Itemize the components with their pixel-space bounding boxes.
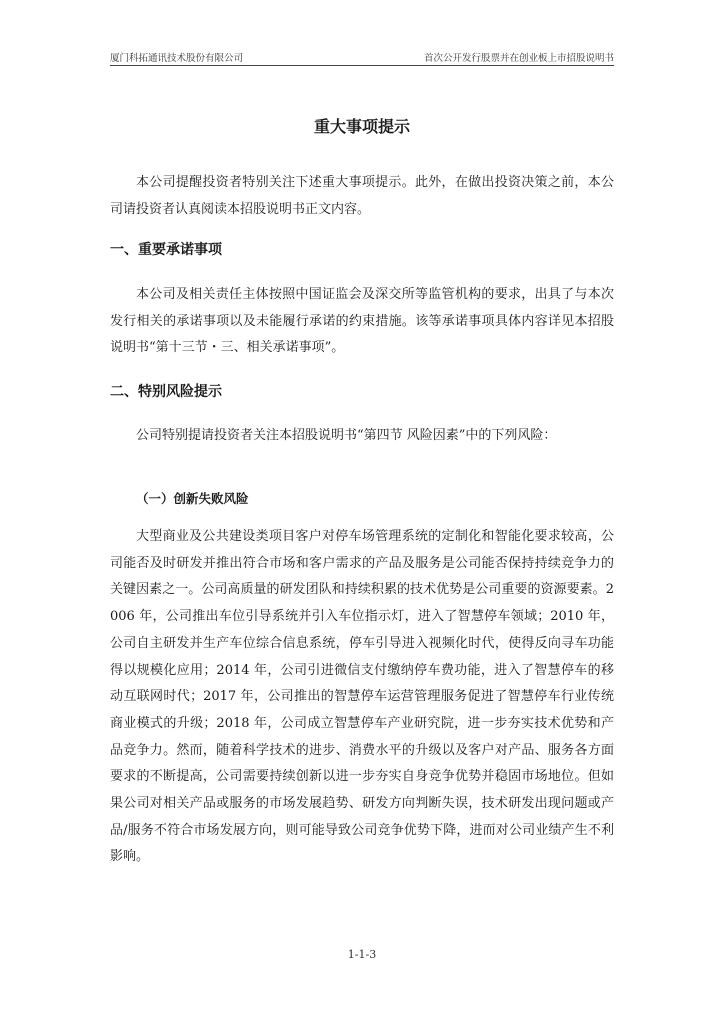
section-heading-risks: 二、特别风险提示 — [110, 384, 222, 400]
page-header — [110, 50, 614, 64]
page-title: 重大事项提示 — [313, 117, 410, 136]
innovation-risk-paragraph: 大型商业及公共建设类项目客户对停车场管理系统的定制化和智能化要求较高，公司能否及时研发并推出符合市场和客户需求的产品及服务是公司能否保持持续竞争力的关键因素之一。公司高质量的研发团队和持续积累的技术优势是公司重要的资源要素。2006 年，公司推出车位引导系统并引入车位指示灯，进入了智慧停车领域；2010 年，公司自主研发并生产车位综合信息系统，停车引导进入视频化时代，使得反向寻车功能得以规模化应用；2014 年，公司引进微信支付缴纳停车费功能，进入了智慧停车的移动互联网时代；2017 年，公司推出的智慧停车运营管理服务促进了智慧停车行业传统商业模式的升级；2018 年，公司成立智慧停车产业研究院，进一步夯实技术优势和产品竞争力。然而，随着科学技术的进步、消费水平的升级以及客户对产品、服务各方面要求的不断提高，公司需要持续创新以进一步夯实自身竞争优势并稳固市场地位。但如果公司对相关产品或服务的市场发展趋势、研发方向判断失误，技术研发出现问题或产品/服务不符合市场发展方向，则可能导致公司竞争优势下降，进而对公司业绩产生不利影响。 — [110, 529, 614, 865]
risks-intro-paragraph: 公司特别提请投资者关注本招股说明书“第四节 风险因素”中的下列风险： — [136, 428, 557, 443]
commitments-paragraph: 本公司及相关责任主体按照中国证监会及深交所等监管机构的要求，出具了与本次发行相关的承诺事项以及未能履行承诺的约束措施。该等承诺事项具体内容详见本招股说明书“第十三节・三、相关承诺事项”。 — [110, 287, 614, 356]
page-number: 1-1-3 — [347, 948, 377, 961]
section-heading-commitments: 一、重要承诺事项 — [110, 242, 222, 258]
intro-paragraph: 本公司提醒投资者特别关注下述重大事项提示。此外，在做出投资决策之前，本公司请投资者认真阅读本招股说明书正文内容。 — [110, 175, 614, 217]
header-document-title: 首次公开发行股票并在创业板上市招股说明书 — [423, 53, 614, 64]
subsection-heading-innovation-risk: （一）创新失败风险 — [136, 491, 249, 506]
header-divider — [110, 65, 614, 66]
header-company-name: 厦门科拓通讯技术股份有限公司 — [110, 53, 244, 64]
